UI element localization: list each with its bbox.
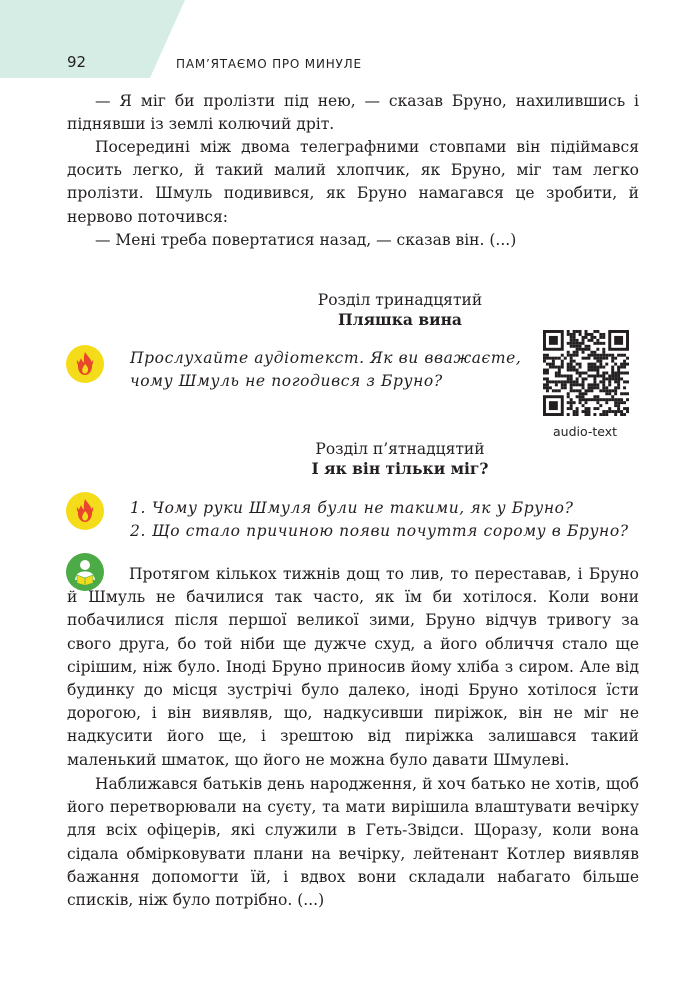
chapter-13-task: Прослухайте аудіотекст. Як ви вважаєте, чому Шмуль не погодився з Бруно? — [130, 349, 522, 390]
chapter-15-title: І як він тільки міг? — [311, 459, 489, 478]
chapter-15-heading — [100, 439, 695, 479]
question-text: Чому руки Шмуля були не такими, як у Бруно? — [152, 499, 574, 517]
chapter-13-heading — [100, 290, 695, 330]
running-title: ПАМ’ЯТАЄМО ПРО МИНУЛЕ — [176, 57, 362, 71]
question-text: Що стало причиною появи почуття сорому в Бруно? — [152, 522, 629, 540]
flame-icon — [66, 345, 104, 383]
question-number: 1. — [130, 499, 146, 517]
chapter-15-paragraph-1: Протягом кількох тижнів дощ то лив, то переставав, і Бруно й Шмуль не бачилися так часто, як їм би хотілося. Коли вони побачилися після першої великої зими, Бруно відчув тривогу за свого друга, бо той ніби ще дужче схуд, а його обличчя стало ще сірішим, ніж було. Іноді Бруно приносив йому хліба з сиром. Але від будинку до місця зустрічі було далеко, іноді Бруно хотілося їсти дорогою, і він виявляв, що, надкусивши пиріжок, він не міг не надкусити його ще, і зрештою від пиріжка залишався такий маленький шматок, що його не можна було давати Шмулеві. — [67, 565, 639, 769]
chapter-15-questions — [130, 497, 629, 543]
chapter-13-label: Розділ тринадцятий — [317, 291, 483, 309]
corner-decoration — [0, 0, 185, 78]
question-item — [130, 520, 629, 543]
intro-paragraph-1: — Я міг би пролізти під нею, — сказав Бруно, нахилившись і піднявши із землі колючий дріт. — [67, 92, 639, 134]
question-number: 2. — [130, 522, 146, 540]
question-item — [130, 497, 629, 520]
chapter-15-label: Розділ п’ятнадцятий — [315, 440, 485, 458]
qr-code[interactable] — [543, 330, 629, 416]
chapter-13-title: Пляшка вина — [338, 310, 462, 329]
intro-paragraph-2: Посередині між двома телеграфними стовпами він підіймався досить легко, й такий малий хлопчик, як Бруно, міг там легко пролізти. Шмуль подивився, як Бруно намагався це зробити, й нервово поточився: — [67, 138, 639, 226]
flame-icon — [66, 492, 104, 530]
page-number: 92 — [67, 53, 87, 71]
intro-paragraph-3: — Мені треба повертатися назад, — сказав він. (...) — [95, 231, 517, 249]
qr-label: audio-text — [553, 424, 618, 439]
chapter-15-paragraph-2: Наближався батьків день народження, й хоч батько не хотів, щоб його перетворювали на суєту, та мати вирішила влаштувати вечірку для всіх офіцерів, які служили в Геть-Звідси. Щоразу, коли вона сідала обмірковувати плани на вечірку, лейтенант Котлер виявляв бажання допомогти їй, і вдвох вони складали набагато більше списків, ніж було потрібно. (...) — [67, 775, 639, 910]
